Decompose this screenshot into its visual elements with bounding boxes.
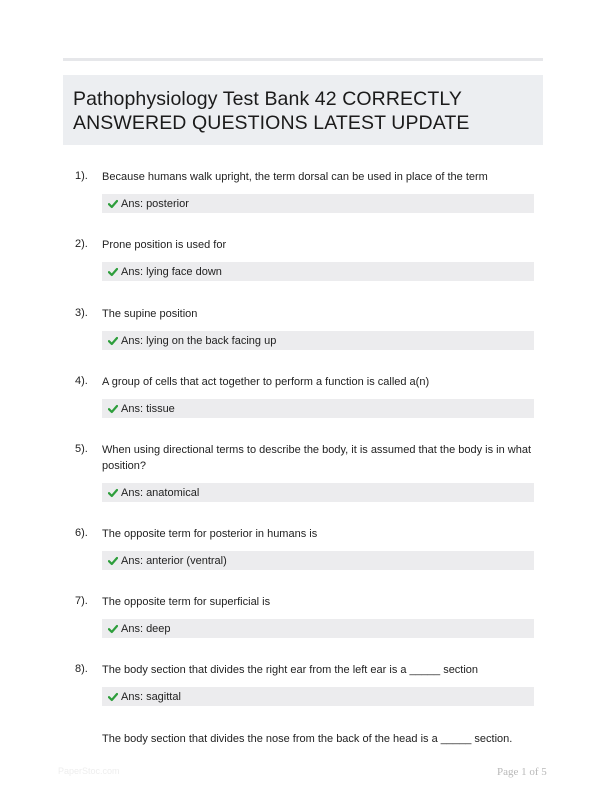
answer-text: Ans: deep bbox=[121, 622, 171, 635]
answer-box bbox=[102, 194, 534, 213]
answer-box bbox=[102, 262, 534, 281]
document-title: Pathophysiology Test Bank 42 CORRECTLY ANSWERED QUESTIONS LATEST UPDATE bbox=[73, 88, 470, 134]
question-text: The supine position bbox=[102, 308, 198, 320]
question-number: 1). bbox=[75, 170, 88, 182]
check-icon bbox=[108, 624, 118, 634]
question-text: The body section that divides the nose from the back of the head is a _____ section. bbox=[102, 733, 513, 745]
answer-box bbox=[102, 551, 534, 570]
answer-text: Ans: lying on the back facing up bbox=[121, 334, 277, 347]
check-icon bbox=[108, 556, 118, 566]
question-text: Prone position is used for bbox=[102, 239, 227, 251]
question-number: 3). bbox=[75, 307, 88, 319]
question-number: 5). bbox=[75, 443, 88, 455]
question-text: The opposite term for posterior in humans is bbox=[102, 528, 318, 540]
answer-box bbox=[102, 331, 534, 350]
check-icon bbox=[108, 404, 118, 414]
question-text: Because humans walk upright, the term dorsal can be used in place of the term bbox=[102, 171, 488, 183]
title-banner bbox=[63, 75, 543, 145]
answer-box bbox=[102, 619, 534, 638]
answer-text: Ans: lying face down bbox=[121, 265, 222, 278]
answer-box bbox=[102, 483, 534, 502]
check-icon bbox=[108, 488, 118, 498]
answer-text: Ans: tissue bbox=[121, 402, 175, 415]
check-icon bbox=[108, 336, 118, 346]
question-number: 2). bbox=[75, 238, 88, 250]
question-text: The body section that divides the right ear from the left ear is a _____ section bbox=[102, 664, 479, 676]
question-number: 6). bbox=[75, 527, 88, 539]
watermark-text: PaperStoc.com bbox=[58, 766, 120, 776]
answer-text: Ans: anatomical bbox=[121, 486, 200, 499]
check-icon bbox=[108, 199, 118, 209]
check-icon bbox=[108, 692, 118, 702]
answer-text: Ans: anterior (ventral) bbox=[121, 554, 227, 567]
question-text: When using directional terms to describe the body, it is assumed that the body is in what position? bbox=[102, 444, 532, 472]
question-text: The opposite term for superficial is bbox=[102, 596, 271, 608]
question-number: 4). bbox=[75, 375, 88, 387]
answer-text: Ans: sagittal bbox=[121, 690, 181, 703]
top-divider bbox=[63, 58, 543, 61]
answer-text: Ans: posterior bbox=[121, 197, 189, 210]
question-text: A group of cells that act together to perform a function is called a(n) bbox=[102, 376, 430, 388]
question-number: 7). bbox=[75, 595, 88, 607]
answer-box bbox=[102, 399, 534, 418]
answer-box bbox=[102, 687, 534, 706]
check-icon bbox=[108, 267, 118, 277]
question-number: 8). bbox=[75, 663, 88, 675]
page-number: Page 1 of 5 bbox=[497, 766, 547, 778]
